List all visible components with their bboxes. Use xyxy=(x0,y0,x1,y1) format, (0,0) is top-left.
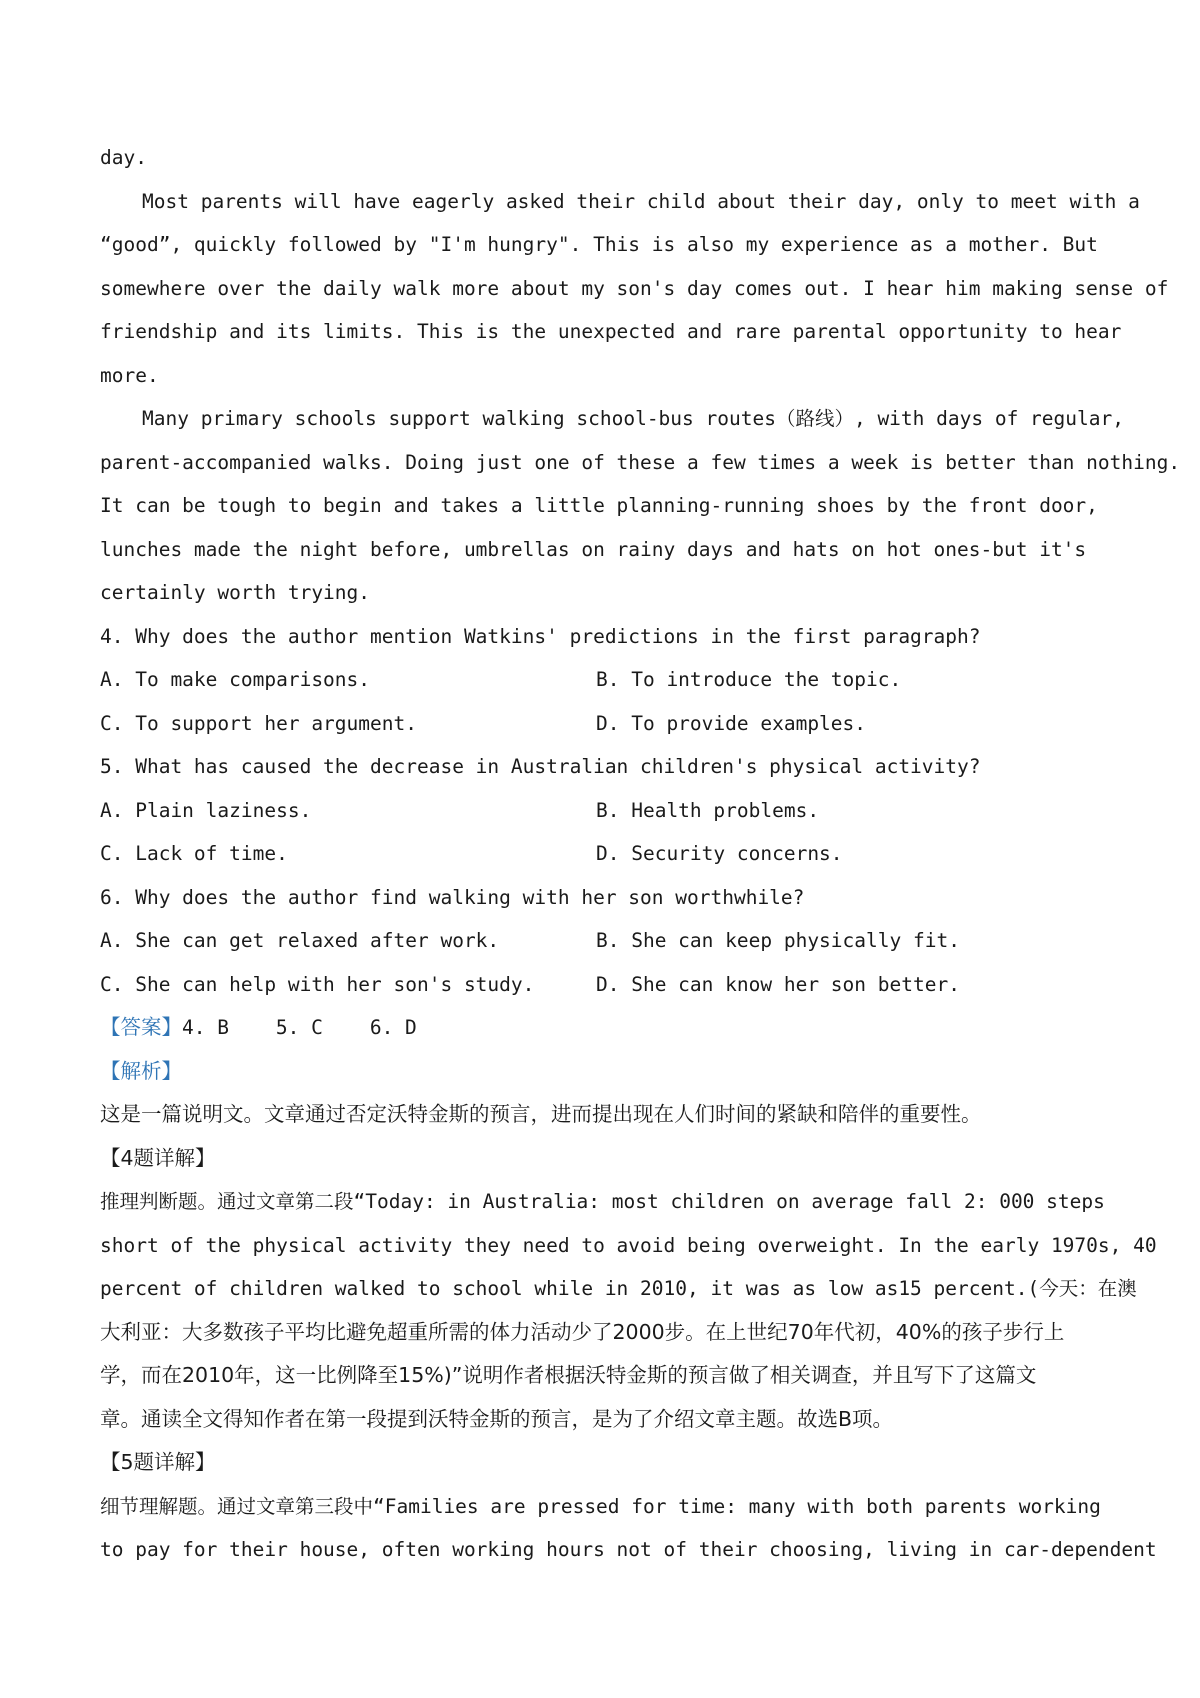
explanation-line: short of the physical activity they need to avoid being overweight. In the early 1970s, 40 xyxy=(100,1233,1157,1257)
explanation-line: 章。通读全文得知作者在第一段提到沃特金斯的预言，是为了介绍文章主题。故选B项。 xyxy=(100,1406,894,1431)
analysis-tag: 【解析】 xyxy=(100,1058,182,1083)
explanation-line: to pay for their house, often working hours not of their choosing, living in car-dependent xyxy=(100,1538,1157,1561)
question-stem: 5. What has caused the decrease in Australian children's physical activity? xyxy=(100,755,981,778)
option-a: A. To make comparisons. xyxy=(100,668,371,691)
option-row xyxy=(100,702,1140,746)
passage-line: Most parents will have eagerly asked their child about their day, only to meet with a xyxy=(142,189,1140,213)
option-row xyxy=(100,658,1140,702)
passage-line: parent-accompanied walks. Doing just one of these a few times a week is better than nothing. xyxy=(100,450,1181,474)
paragraph-walking-school-bus xyxy=(100,397,1181,615)
analysis-summary: 这是一篇说明文。文章通过否定沃特金斯的预言，进而提出现在人们时间的紧缺和陪伴的重要性。 xyxy=(100,1102,982,1126)
question-5 xyxy=(100,745,1140,876)
answer-tag: 【答案】 xyxy=(100,1015,182,1039)
passage-line: certainly worth trying. xyxy=(100,581,371,604)
question-stem: 6. Why does the author find walking with her son worthwhile? xyxy=(100,885,805,909)
option-d: D. She can know her son better. xyxy=(596,972,960,996)
passage-line: friendship and its limits. This is the unexpected and rare parental opportunity to hear xyxy=(100,320,1122,343)
option-a: A. Plain laziness. xyxy=(100,798,312,822)
option-c: C. Lack of time. xyxy=(100,842,288,865)
option-b: B. To introduce the topic. xyxy=(596,668,902,691)
question-stem: 4. Why does the author mention Watkins' predictions in the first paragraph? xyxy=(100,624,981,648)
option-c: C. She can help with her son's study. xyxy=(100,972,535,996)
q5-heading: 【5题详解】 xyxy=(100,1450,216,1474)
option-row xyxy=(100,789,1140,833)
passage-line: Many primary schools support walking school-bus routes（路线）, with days of regular, xyxy=(142,407,1124,430)
answer-line xyxy=(100,1006,1140,1050)
passage-line: “good”, quickly followed by "I'm hungry". This is also my experience as a mother. But xyxy=(100,233,1098,256)
q5-explanation xyxy=(100,1485,1157,1572)
option-c: C. To support her argument. xyxy=(100,711,417,735)
option-row xyxy=(100,919,1140,963)
option-b: B. Health problems. xyxy=(596,798,820,822)
option-d: D. Security concerns. xyxy=(596,842,843,865)
option-b: B. She can keep physically fit. xyxy=(596,929,960,952)
paragraph-parent-conversation xyxy=(100,180,1169,398)
q4-explanation xyxy=(100,1180,1157,1441)
question-6 xyxy=(100,876,1140,1007)
option-row xyxy=(100,832,1140,876)
passage-line: lunches made the night before, umbrellas on rainy days and hats on hot ones-but it's xyxy=(100,537,1087,561)
option-row xyxy=(100,963,1140,1007)
explanation-line: percent of children walked to school while in 2010, it was as low as15 percent.(今天：在澳 xyxy=(100,1277,1137,1300)
explanation-line: 细节理解题。通过文章第三段中“Families are pressed for time: many with both parents working xyxy=(100,1494,1101,1518)
option-d: D. To provide examples. xyxy=(596,711,867,735)
explanation-line: 学，而在2010年，这一比例降至15%)”说明作者根据沃特金斯的预言做了相关调查，并且写下了这篇文 xyxy=(100,1363,1037,1387)
explanation-line: 推理判断题。通过文章第二段“Today: in Australia: most children on average fall 2: 000 steps xyxy=(100,1190,1105,1213)
passage-line: somewhere over the daily walk more about my son's day comes out. I hear him making sense of xyxy=(100,276,1169,300)
question-4 xyxy=(100,615,1140,746)
passage-line: more. xyxy=(100,363,159,387)
passage-line: day. xyxy=(100,146,147,169)
passage-line: It can be tough to begin and takes a little planning-running shoes by the front door, xyxy=(100,494,1098,517)
answer-text: 4. B 5. C 6. D xyxy=(182,1016,417,1039)
option-a: A. She can get relaxed after work. xyxy=(100,929,500,952)
explanation-line: 大利亚：大多数孩子平均比避免超重所需的体力活动少了2000步。在上世纪70年代初，40%的孩子步行上 xyxy=(100,1319,1065,1344)
q4-heading: 【4题详解】 xyxy=(100,1145,216,1170)
document-page xyxy=(100,136,1181,1572)
